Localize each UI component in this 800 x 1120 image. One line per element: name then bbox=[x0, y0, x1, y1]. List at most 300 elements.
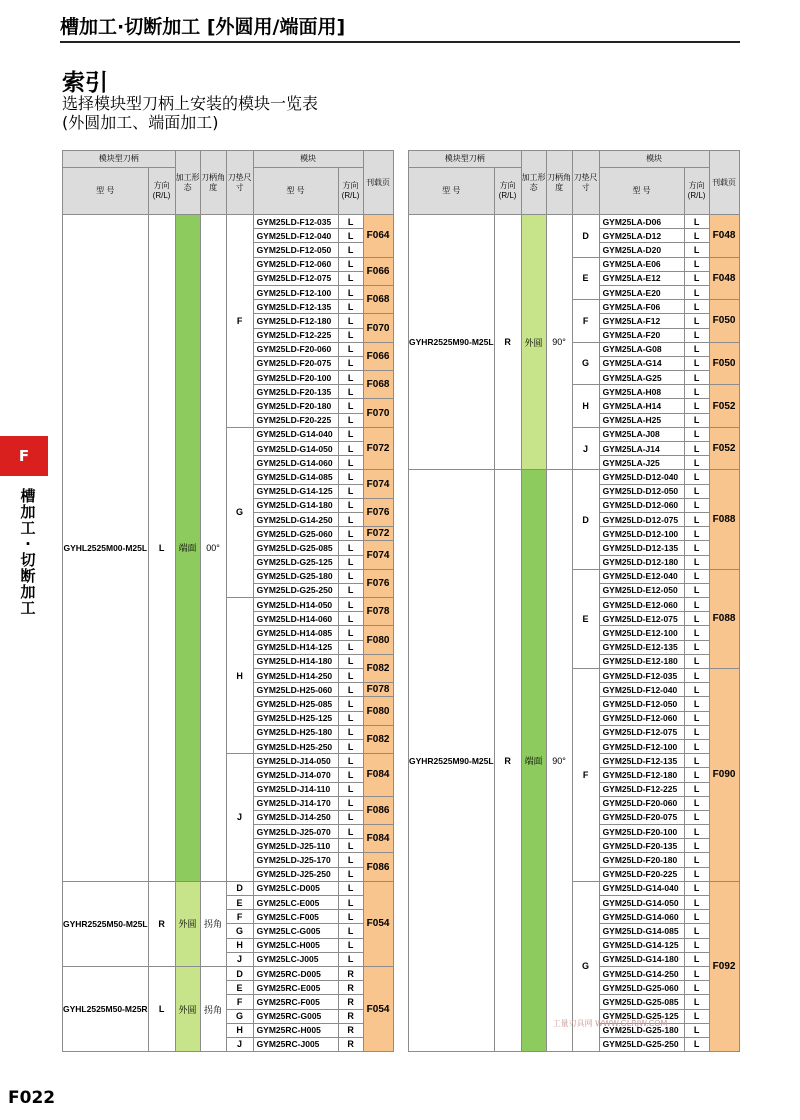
module-direction: L bbox=[684, 640, 709, 654]
module-type: GYM25LA-D06 bbox=[599, 215, 684, 229]
module-type: GYM25LD-F12-225 bbox=[253, 328, 338, 342]
module-type: GYM25LD-G14-040 bbox=[253, 427, 338, 441]
size-code: D bbox=[572, 470, 599, 569]
module-type: GYM25LD-H14-050 bbox=[253, 598, 338, 612]
module-type: GYM25LD-F20-060 bbox=[599, 796, 684, 810]
module-type: GYM25LD-G14-085 bbox=[599, 924, 684, 938]
module-type: GYM25LD-G25-180 bbox=[599, 1023, 684, 1037]
module-direction: L bbox=[684, 825, 709, 839]
size-code: F bbox=[226, 995, 253, 1009]
page-ref: F082 bbox=[363, 725, 393, 753]
module-direction: R bbox=[338, 1009, 363, 1023]
module-direction: L bbox=[338, 229, 363, 243]
module-type: GYM25LD-F20-180 bbox=[253, 399, 338, 413]
module-direction: L bbox=[684, 356, 709, 370]
module-direction: L bbox=[338, 456, 363, 470]
module-type: GYM25LD-F12-135 bbox=[253, 300, 338, 314]
module-direction: L bbox=[684, 810, 709, 824]
module-direction: L bbox=[338, 782, 363, 796]
module-direction: L bbox=[338, 512, 363, 526]
page-number: F022 bbox=[8, 1088, 56, 1108]
module-direction: L bbox=[338, 342, 363, 356]
module-direction: L bbox=[338, 612, 363, 626]
size-code: E bbox=[226, 896, 253, 910]
module-direction: L bbox=[338, 527, 363, 541]
module-direction: L bbox=[338, 498, 363, 512]
module-type: GYM25LD-G14-050 bbox=[253, 442, 338, 456]
module-type: GYM25LD-H14-250 bbox=[253, 669, 338, 683]
size-code: J bbox=[226, 754, 253, 882]
holder-direction: R bbox=[494, 470, 521, 1052]
module-type: GYM25LD-H14-180 bbox=[253, 654, 338, 668]
module-type: GYM25LD-G25-250 bbox=[599, 1037, 684, 1051]
module-type: GYM25LD-G25-085 bbox=[253, 541, 338, 555]
page-ref: F080 bbox=[363, 626, 393, 654]
module-type: GYM25RC-J005 bbox=[253, 1037, 338, 1051]
table-row bbox=[63, 881, 394, 895]
page-ref: F052 bbox=[709, 385, 739, 428]
module-type: GYM25LD-G14-125 bbox=[253, 484, 338, 498]
module-direction: L bbox=[684, 768, 709, 782]
module-direction: L bbox=[684, 924, 709, 938]
module-direction: L bbox=[684, 527, 709, 541]
module-type: GYM25LD-G14-050 bbox=[599, 896, 684, 910]
holder-angle: 00° bbox=[200, 215, 226, 882]
module-type: GYM25LD-H14-125 bbox=[253, 640, 338, 654]
module-type: GYM25LD-J14-250 bbox=[253, 810, 338, 824]
module-direction: L bbox=[684, 399, 709, 413]
module-direction: L bbox=[684, 1023, 709, 1037]
page-ref: F084 bbox=[363, 825, 393, 853]
module-type: GYM25LA-F12 bbox=[599, 314, 684, 328]
module-type: GYM25LD-F12-225 bbox=[599, 782, 684, 796]
module-direction: L bbox=[684, 314, 709, 328]
table-row bbox=[409, 215, 740, 229]
module-direction: L bbox=[684, 215, 709, 229]
page-ref: F050 bbox=[709, 342, 739, 385]
module-direction: L bbox=[338, 881, 363, 895]
size-code: D bbox=[572, 215, 599, 258]
module-direction: L bbox=[338, 385, 363, 399]
page-subtitle: 选择模块型刀柄上安装的模块一览表 (外圆加工、端面加工) bbox=[62, 94, 319, 132]
module-type: GYM25LD-G25-250 bbox=[253, 583, 338, 597]
module-direction: L bbox=[684, 697, 709, 711]
header-holder-group: 模块型刀柄 bbox=[409, 151, 522, 168]
header-angle: 刀柄角度 bbox=[200, 151, 226, 215]
table-row bbox=[63, 966, 394, 980]
module-direction: R bbox=[338, 995, 363, 1009]
holder-angle: 90° bbox=[546, 215, 572, 470]
module-direction: L bbox=[338, 839, 363, 853]
module-type: GYM25LD-H14-060 bbox=[253, 612, 338, 626]
page-ref: F086 bbox=[363, 853, 393, 881]
module-direction: L bbox=[338, 754, 363, 768]
module-direction: L bbox=[338, 371, 363, 385]
page-ref: F080 bbox=[363, 697, 393, 725]
module-direction: L bbox=[338, 271, 363, 285]
holder-type: GYHL2525M00-M25L bbox=[63, 215, 149, 882]
module-type: GYM25LA-E20 bbox=[599, 285, 684, 299]
module-type: GYM25LD-J14-050 bbox=[253, 754, 338, 768]
header-module-direction: 方向 (R/L) bbox=[684, 168, 709, 215]
module-direction: L bbox=[684, 1037, 709, 1051]
header-holder-direction: 方向 (R/L) bbox=[148, 168, 175, 215]
module-type: GYM25LD-G14-060 bbox=[599, 910, 684, 924]
module-direction: R bbox=[338, 1037, 363, 1051]
machining-shape: 端面 bbox=[175, 215, 200, 882]
module-direction: R bbox=[338, 966, 363, 980]
page-ref: F088 bbox=[709, 470, 739, 569]
module-type: GYM25LD-G25-125 bbox=[599, 1009, 684, 1023]
module-direction: L bbox=[684, 413, 709, 427]
module-type: GYM25LC-J005 bbox=[253, 952, 338, 966]
module-direction: L bbox=[338, 328, 363, 342]
size-code: E bbox=[226, 981, 253, 995]
module-direction: L bbox=[338, 739, 363, 753]
page-ref: F052 bbox=[709, 427, 739, 470]
module-type: GYM25LD-H25-085 bbox=[253, 697, 338, 711]
size-code: F bbox=[226, 215, 253, 428]
header-size: 刀垫尺寸 bbox=[226, 151, 253, 215]
size-code: F bbox=[226, 910, 253, 924]
module-direction: L bbox=[684, 952, 709, 966]
module-type: GYM25LD-J25-110 bbox=[253, 839, 338, 853]
page-ref: F064 bbox=[363, 215, 393, 258]
module-type: GYM25LD-F12-100 bbox=[599, 739, 684, 753]
page-ref: F086 bbox=[363, 796, 393, 824]
module-direction: L bbox=[338, 442, 363, 456]
module-direction: L bbox=[684, 626, 709, 640]
size-code: G bbox=[226, 427, 253, 597]
header-holder-type: 型 号 bbox=[409, 168, 495, 215]
module-type: GYM25LD-F20-180 bbox=[599, 853, 684, 867]
module-type: GYM25LD-G25-085 bbox=[599, 995, 684, 1009]
module-type: GYM25LA-G25 bbox=[599, 371, 684, 385]
module-direction: L bbox=[684, 456, 709, 470]
module-direction: L bbox=[684, 669, 709, 683]
module-direction: L bbox=[338, 896, 363, 910]
holder-angle: 90° bbox=[546, 470, 572, 1052]
module-type: GYM25LD-D12-100 bbox=[599, 527, 684, 541]
size-code: G bbox=[226, 1009, 253, 1023]
watermark: 工量刃具网 WWW.GLRJW.COM bbox=[552, 1019, 668, 1028]
module-type: GYM25LD-H25-250 bbox=[253, 739, 338, 753]
section-tab-f[interactable]: F bbox=[0, 436, 48, 476]
module-type: GYM25LD-E12-075 bbox=[599, 612, 684, 626]
module-direction: L bbox=[338, 356, 363, 370]
size-code: H bbox=[572, 385, 599, 428]
module-direction: L bbox=[338, 683, 363, 697]
table-row bbox=[409, 470, 740, 484]
module-type: GYM25LD-D12-180 bbox=[599, 555, 684, 569]
page-ref: F050 bbox=[709, 300, 739, 343]
size-code: F bbox=[572, 300, 599, 343]
module-direction: L bbox=[684, 300, 709, 314]
holder-type: GYHR2525M50-M25L bbox=[63, 881, 149, 966]
page-ref: F048 bbox=[709, 257, 739, 300]
size-code: J bbox=[226, 952, 253, 966]
page-ref: F066 bbox=[363, 257, 393, 285]
module-direction: L bbox=[338, 314, 363, 328]
page-ref: F070 bbox=[363, 314, 393, 342]
page-ref: F090 bbox=[709, 669, 739, 882]
module-direction: L bbox=[338, 952, 363, 966]
module-direction: L bbox=[338, 924, 363, 938]
module-direction: L bbox=[684, 427, 709, 441]
page-ref: F084 bbox=[363, 754, 393, 797]
holder-direction: R bbox=[148, 881, 175, 966]
page-ref: F048 bbox=[709, 215, 739, 258]
module-type: GYM25LA-J14 bbox=[599, 442, 684, 456]
header-shape: 加工形态 bbox=[521, 151, 546, 215]
page-ref: F054 bbox=[363, 881, 393, 966]
module-type: GYM25LD-G25-060 bbox=[599, 981, 684, 995]
module-type: GYM25LD-J25-250 bbox=[253, 867, 338, 881]
size-code: G bbox=[226, 924, 253, 938]
module-type: GYM25LD-D12-135 bbox=[599, 541, 684, 555]
module-direction: L bbox=[338, 810, 363, 824]
page-ref: F078 bbox=[363, 683, 393, 697]
module-direction: L bbox=[684, 271, 709, 285]
holder-direction: L bbox=[148, 966, 175, 1051]
module-direction: L bbox=[684, 796, 709, 810]
module-direction: L bbox=[684, 583, 709, 597]
module-type: GYM25LA-H25 bbox=[599, 413, 684, 427]
module-type: GYM25LA-E06 bbox=[599, 257, 684, 271]
module-direction: L bbox=[338, 555, 363, 569]
holder-angle: 拐角 bbox=[200, 966, 226, 1051]
module-type: GYM25LD-F12-135 bbox=[599, 754, 684, 768]
module-type: GYM25LD-H25-060 bbox=[253, 683, 338, 697]
size-code: H bbox=[226, 938, 253, 952]
module-type: GYM25LD-D12-040 bbox=[599, 470, 684, 484]
page-ref: F072 bbox=[363, 427, 393, 470]
module-direction: L bbox=[684, 966, 709, 980]
module-direction: L bbox=[684, 725, 709, 739]
module-direction: L bbox=[338, 711, 363, 725]
module-type: GYM25LD-F12-040 bbox=[253, 229, 338, 243]
module-type: GYM25RC-D005 bbox=[253, 966, 338, 980]
module-direction: L bbox=[338, 853, 363, 867]
holder-type: GYHL2525M50-M25R bbox=[63, 966, 149, 1051]
module-direction: L bbox=[684, 896, 709, 910]
module-type: GYM25LD-G14-250 bbox=[253, 512, 338, 526]
holder-direction: R bbox=[494, 215, 521, 470]
module-type: GYM25LC-E005 bbox=[253, 896, 338, 910]
module-type: GYM25LD-F12-035 bbox=[599, 669, 684, 683]
size-code: J bbox=[226, 1037, 253, 1051]
page-ref: F070 bbox=[363, 399, 393, 427]
page-ref: F054 bbox=[363, 966, 393, 1051]
module-direction: L bbox=[684, 484, 709, 498]
page-title: 索引 bbox=[62, 70, 108, 96]
module-type: GYM25LC-F005 bbox=[253, 910, 338, 924]
module-type: GYM25LD-J14-170 bbox=[253, 796, 338, 810]
module-type: GYM25LA-J25 bbox=[599, 456, 684, 470]
module-type: GYM25LD-F20-135 bbox=[599, 839, 684, 853]
module-direction: L bbox=[684, 1009, 709, 1023]
module-type: GYM25LD-F20-075 bbox=[253, 356, 338, 370]
module-type: GYM25LD-G14-040 bbox=[599, 881, 684, 895]
module-direction: L bbox=[338, 257, 363, 271]
module-direction: L bbox=[338, 470, 363, 484]
module-type: GYM25LD-D12-050 bbox=[599, 484, 684, 498]
module-direction: L bbox=[338, 867, 363, 881]
module-direction: L bbox=[684, 881, 709, 895]
module-type: GYM25LA-H14 bbox=[599, 399, 684, 413]
module-direction: L bbox=[684, 612, 709, 626]
module-type: GYM25LD-F12-100 bbox=[253, 285, 338, 299]
module-type: GYM25LD-J25-070 bbox=[253, 825, 338, 839]
page-ref: F066 bbox=[363, 342, 393, 370]
section-header: 槽加工·切断加工 [外圆用/端面用] bbox=[60, 16, 346, 38]
module-direction: L bbox=[684, 243, 709, 257]
module-type: GYM25LD-D12-075 bbox=[599, 512, 684, 526]
module-direction: L bbox=[684, 981, 709, 995]
module-type: GYM25LA-D12 bbox=[599, 229, 684, 243]
size-code: E bbox=[572, 257, 599, 300]
module-direction: L bbox=[338, 669, 363, 683]
size-code: F bbox=[572, 669, 599, 882]
module-direction: L bbox=[684, 938, 709, 952]
module-type: GYM25LD-F12-180 bbox=[253, 314, 338, 328]
module-type: GYM25LC-H005 bbox=[253, 938, 338, 952]
module-direction: L bbox=[338, 697, 363, 711]
module-direction: L bbox=[684, 853, 709, 867]
module-type: GYM25LD-G14-180 bbox=[253, 498, 338, 512]
module-type: GYM25LD-E12-135 bbox=[599, 640, 684, 654]
module-type: GYM25LD-J25-170 bbox=[253, 853, 338, 867]
module-type: GYM25LD-G14-250 bbox=[599, 966, 684, 980]
module-direction: L bbox=[338, 569, 363, 583]
module-direction: L bbox=[338, 626, 363, 640]
module-direction: L bbox=[684, 229, 709, 243]
module-type: GYM25LA-G14 bbox=[599, 356, 684, 370]
module-direction: L bbox=[338, 399, 363, 413]
module-type: GYM25LA-G08 bbox=[599, 342, 684, 356]
module-type: GYM25LC-G005 bbox=[253, 924, 338, 938]
module-direction: L bbox=[684, 739, 709, 753]
module-direction: L bbox=[684, 342, 709, 356]
module-direction: L bbox=[338, 300, 363, 314]
module-direction: L bbox=[684, 541, 709, 555]
header-holder-group: 模块型刀柄 bbox=[63, 151, 176, 168]
module-type: GYM25RC-G005 bbox=[253, 1009, 338, 1023]
module-direction: L bbox=[684, 867, 709, 881]
holder-type: GYHR2525M90-M25L bbox=[409, 470, 495, 1052]
module-type: GYM25LD-F20-225 bbox=[599, 867, 684, 881]
module-direction: L bbox=[338, 484, 363, 498]
header-divider bbox=[60, 41, 740, 43]
page-ref: F068 bbox=[363, 371, 393, 399]
header-module-type: 型 号 bbox=[253, 168, 338, 215]
module-direction: L bbox=[684, 498, 709, 512]
module-type: GYM25LD-D12-060 bbox=[599, 498, 684, 512]
module-direction: L bbox=[684, 754, 709, 768]
header-angle: 刀柄角度 bbox=[546, 151, 572, 215]
header-module-direction: 方向 (R/L) bbox=[338, 168, 363, 215]
page-ref: F076 bbox=[363, 498, 393, 526]
module-direction: L bbox=[338, 285, 363, 299]
module-direction: L bbox=[684, 512, 709, 526]
module-direction: L bbox=[338, 427, 363, 441]
page-ref: F082 bbox=[363, 654, 393, 682]
header-module-type: 型 号 bbox=[599, 168, 684, 215]
module-type: GYM25LD-F12-180 bbox=[599, 768, 684, 782]
header-module-group: 模块 bbox=[599, 151, 709, 168]
module-type: GYM25LD-E12-050 bbox=[599, 583, 684, 597]
module-type: GYM25LD-F20-100 bbox=[253, 371, 338, 385]
module-type: GYM25LD-F12-050 bbox=[253, 243, 338, 257]
module-direction: L bbox=[684, 371, 709, 385]
module-type: GYM25LD-E12-180 bbox=[599, 654, 684, 668]
machining-shape: 外圆 bbox=[175, 966, 200, 1051]
module-type: GYM25LD-H25-180 bbox=[253, 725, 338, 739]
holder-direction: L bbox=[148, 215, 175, 882]
size-code: E bbox=[572, 569, 599, 668]
size-code: J bbox=[572, 427, 599, 470]
module-direction: L bbox=[338, 768, 363, 782]
left-index-table bbox=[62, 150, 394, 1052]
module-direction: L bbox=[684, 569, 709, 583]
page-ref: F078 bbox=[363, 598, 393, 626]
page-ref: F076 bbox=[363, 569, 393, 597]
machining-shape: 外圆 bbox=[175, 881, 200, 966]
module-direction: L bbox=[684, 285, 709, 299]
module-type: GYM25LD-H14-085 bbox=[253, 626, 338, 640]
page-ref: F074 bbox=[363, 541, 393, 569]
module-direction: L bbox=[338, 825, 363, 839]
page-ref: F092 bbox=[709, 881, 739, 1051]
module-direction: L bbox=[338, 938, 363, 952]
size-code: H bbox=[226, 1023, 253, 1037]
module-type: GYM25LD-G25-180 bbox=[253, 569, 338, 583]
module-type: GYM25LA-F06 bbox=[599, 300, 684, 314]
table-row bbox=[63, 215, 394, 229]
module-direction: L bbox=[338, 583, 363, 597]
size-code: D bbox=[226, 966, 253, 980]
page-ref: F088 bbox=[709, 569, 739, 668]
module-direction: L bbox=[684, 442, 709, 456]
module-type: GYM25LD-F12-035 bbox=[253, 215, 338, 229]
right-index-table bbox=[408, 150, 740, 1052]
machining-shape: 端面 bbox=[521, 470, 546, 1052]
module-direction: L bbox=[338, 243, 363, 257]
module-direction: L bbox=[684, 683, 709, 697]
module-direction: L bbox=[684, 711, 709, 725]
module-direction: L bbox=[338, 541, 363, 555]
module-type: GYM25LC-D005 bbox=[253, 881, 338, 895]
module-direction: L bbox=[684, 257, 709, 271]
holder-angle: 拐角 bbox=[200, 881, 226, 966]
module-direction: L bbox=[684, 385, 709, 399]
module-direction: L bbox=[684, 839, 709, 853]
side-section-label: 槽加工·切断加工 bbox=[20, 487, 36, 617]
module-type: GYM25LD-E12-060 bbox=[599, 598, 684, 612]
module-type: GYM25RC-H005 bbox=[253, 1023, 338, 1037]
module-type: GYM25LD-F20-075 bbox=[599, 810, 684, 824]
size-code: G bbox=[572, 881, 599, 1051]
module-direction: L bbox=[338, 796, 363, 810]
page-ref: F072 bbox=[363, 527, 393, 541]
module-type: GYM25LD-G14-125 bbox=[599, 938, 684, 952]
module-direction: L bbox=[684, 555, 709, 569]
header-module-group: 模块 bbox=[253, 151, 363, 168]
size-code: G bbox=[572, 342, 599, 385]
header-size: 刀垫尺寸 bbox=[572, 151, 599, 215]
module-type: GYM25LD-E12-100 bbox=[599, 626, 684, 640]
module-type: GYM25LD-F12-050 bbox=[599, 697, 684, 711]
